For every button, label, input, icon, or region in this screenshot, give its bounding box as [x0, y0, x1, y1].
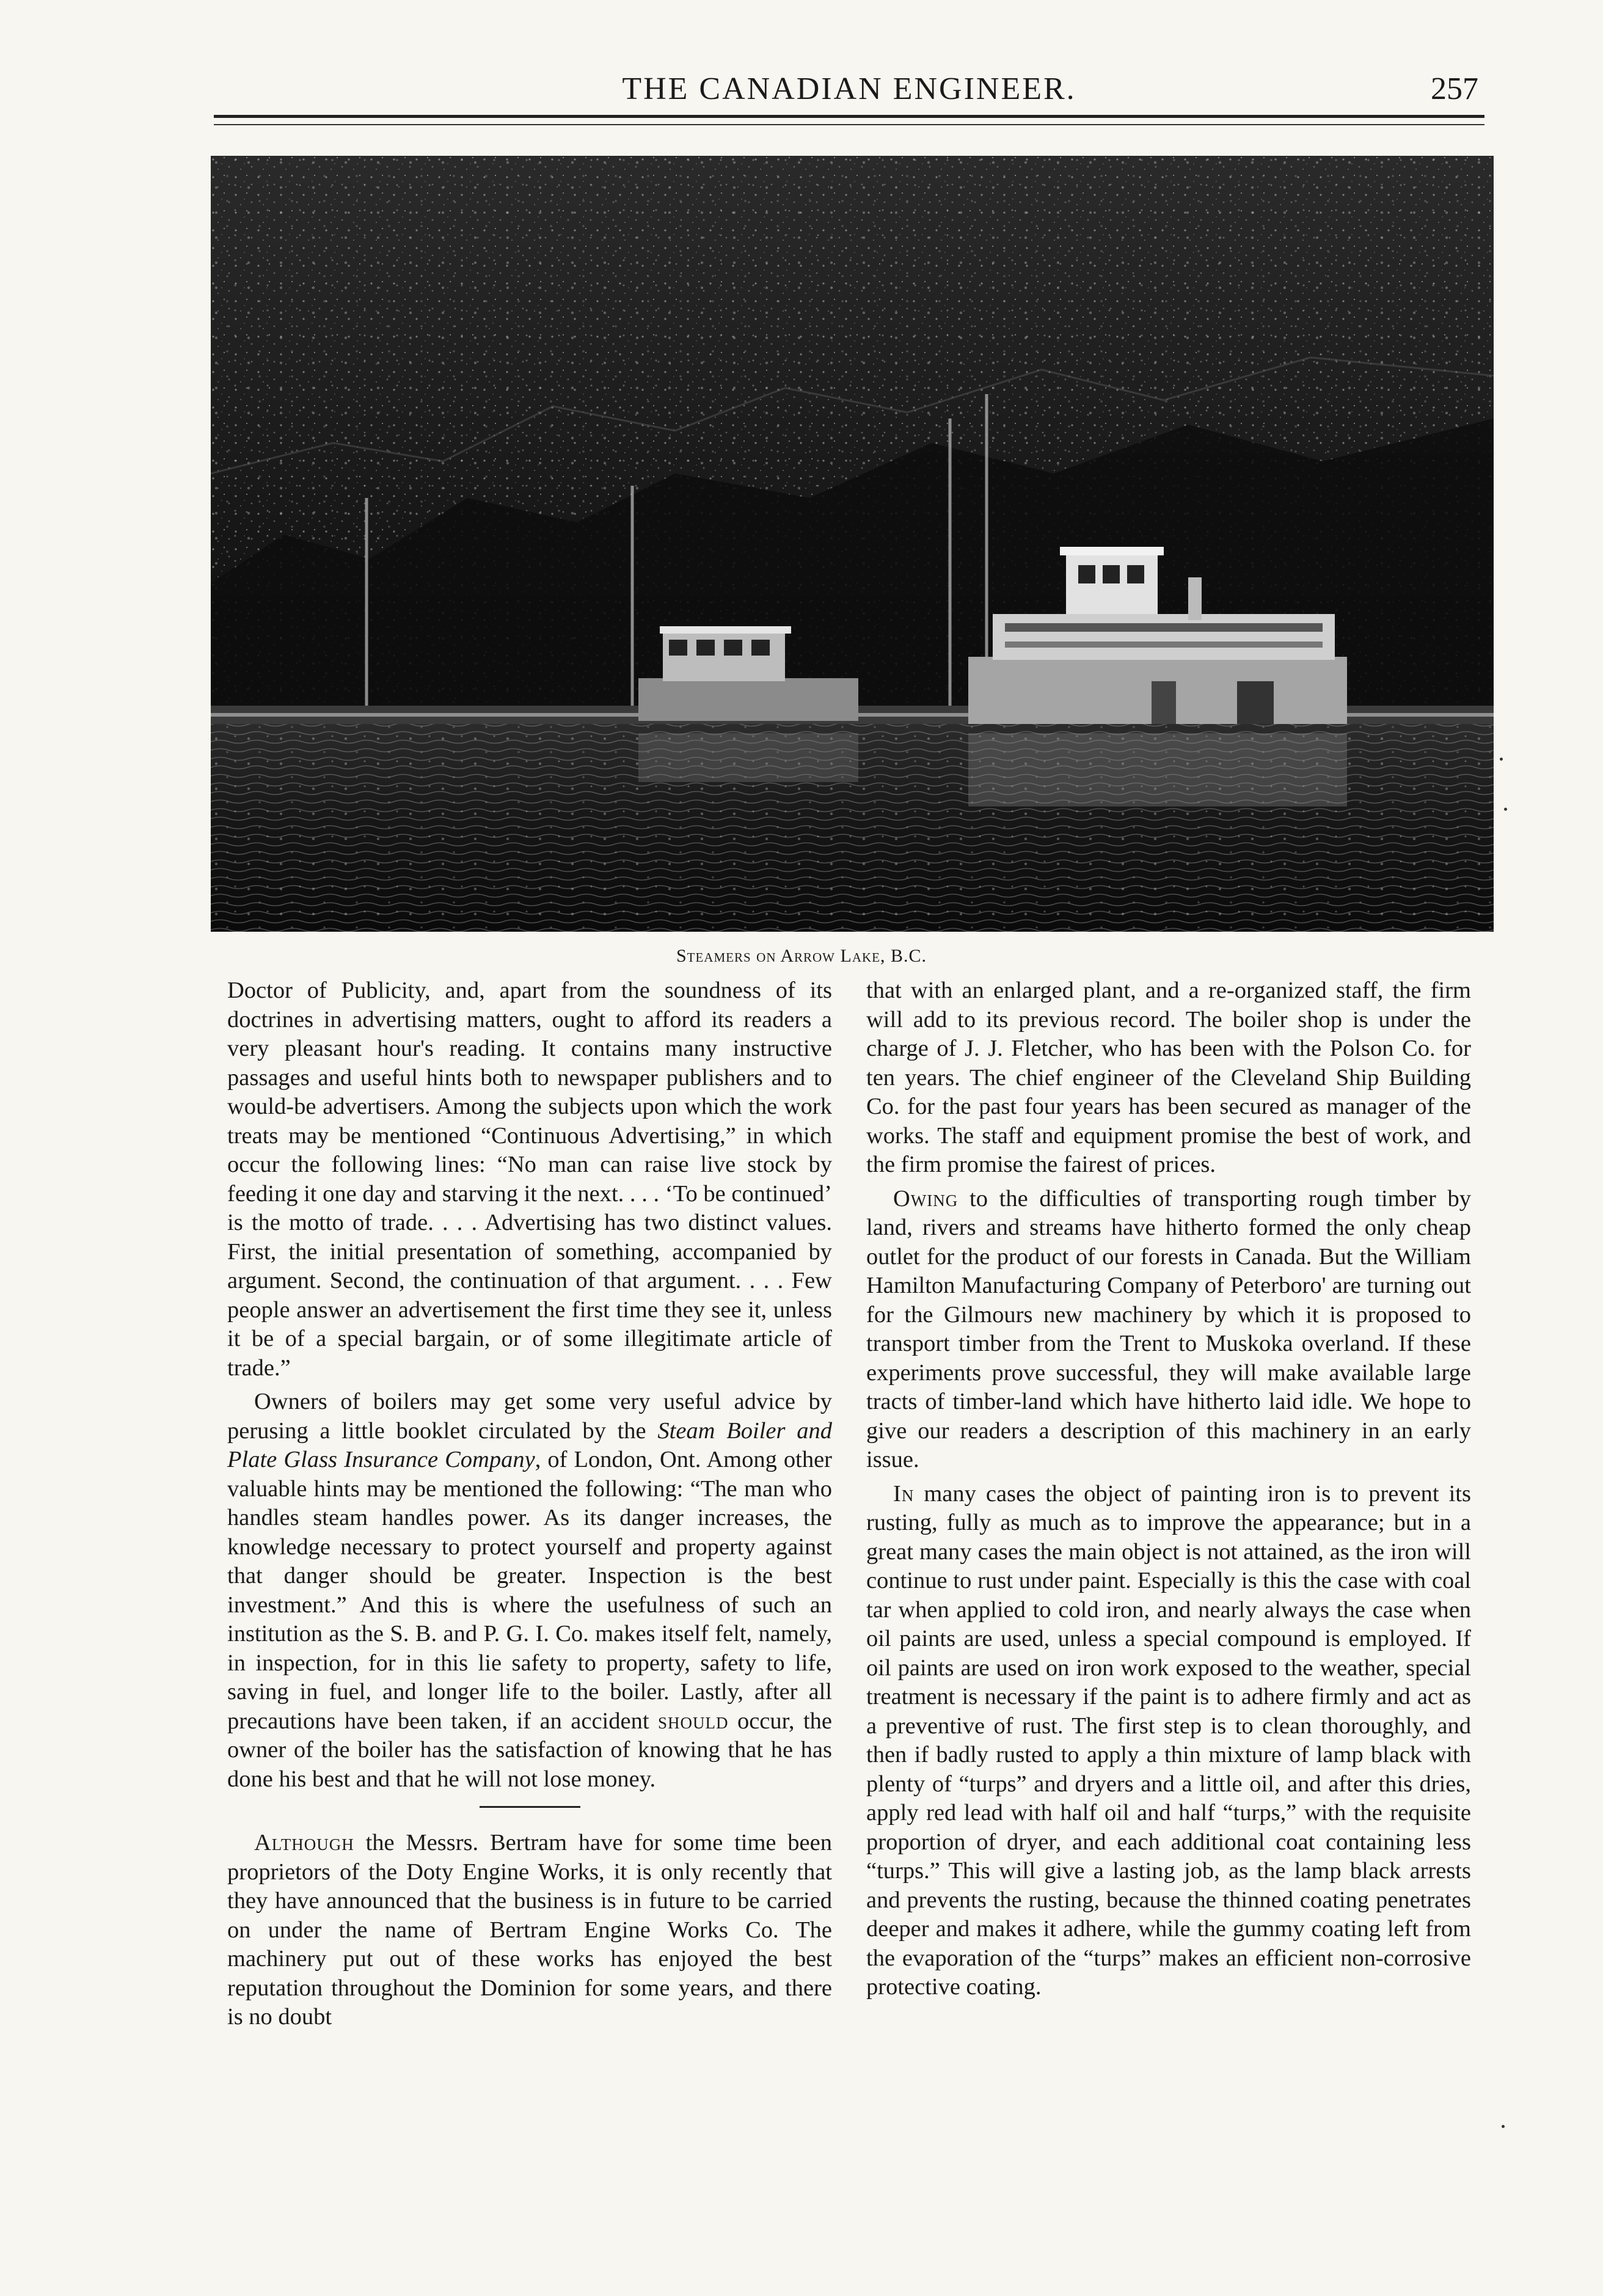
- left-column: [227, 976, 832, 2037]
- boiler-text-a: Owners of boilers may get some very useful advice by perusing a little booklet circulated by the: [227, 1389, 832, 1444]
- header-rule-thick: [214, 115, 1484, 118]
- lead-word-in: In: [893, 1480, 915, 1507]
- paragraph-enlarged-plant: that with an enlarged plant, and a re-organized staff, the firm will add to its previous record. The boiler shop is under the charge of J. J. Fletcher, who has been with the Polson Co. for ten years. The chief engineer of the Cleveland Ship Building Co. for the past four years has been secured as manager of the works. The staff and equipment promise the best of work, and the firm promise the fairest of prices.: [866, 978, 1471, 1177]
- boiler-text-b: , of London, Ont. Among other valuable hints may be mentioned the following: “The man who handles steam handles power. As its danger increases, the knowledge necessary to protect yourself and property against that danger should be greater. Inspection is the best investment.” And this is where the usefulness of such an institution as the S. B. and P. G. I. Co. makes itself felt, namely, in inspection, for in this lie safety to property, safety to life, saving in fuel, and longer life to the boiler. Lastly, after all precautions have been taken, if an accident: [227, 1447, 832, 1734]
- print-speck: [1502, 2125, 1505, 2128]
- paragraph-doctor-of-publicity: Doctor of Publicity, and, apart from the soundness of its doctrines in advertising matters, ought to afford its readers a very pleasant hour's reading. It contains many instructive passages and useful hints both to newspaper publishers and to would-be advertisers. Among the subjects upon which the work treats may be mentioned “Continuous Advertising,” in which occur the following lines: “No man can raise live stock by feeding it one day and starving it the next. . . . ‘To be continued’ is the motto of trade. . . . Advertising has two distinct values. First, the initial presentation of something, accompanied by argument. Second, the continuation of that argument. . . . Few people answer an advertisement the first time they see it, unless it be of a special bargain, or of some illegitimate article of trade.”: [227, 978, 832, 1381]
- section-separator: [480, 1806, 580, 1808]
- steamers-photograph: [211, 156, 1494, 932]
- figure-caption: Steamers on Arrow Lake, B.C.: [676, 946, 927, 966]
- right-column: [866, 976, 1471, 2007]
- paragraph-painting-iron: [866, 1480, 1471, 2002]
- paragraph-timber-transport: [866, 1185, 1471, 1475]
- insurance-company-name: Steam Boiler and Plate Glass Insurance Company: [227, 1417, 832, 1472]
- running-head: [220, 66, 1478, 115]
- print-speck: [1500, 758, 1503, 761]
- lead-word-owing: Owing: [893, 1185, 959, 1212]
- boiler-text-c: occur, the owner of the boiler has the satisfaction of knowing that he has done his best and that he will not lose money.: [227, 1708, 832, 1792]
- timber-text: to the difficulties of transporting rough timber by land, rivers and streams have hitherto formed the only cheap outlet for the product of our forests in Canada. But the William Hamilton Manufacturing Company of Peterboro' are turning out for the Gilmours new machinery by which it is proposed to transport timber from the Trent to Muskoka overland. If these experiments prove successful, they will make available large tracts of timber-land which have hitherto laid idle. We hope to give our readers a description of this machinery in an early issue.: [866, 1185, 1471, 1472]
- page-number: 257: [1431, 71, 1478, 106]
- paragraph-bertram-engine-works: [227, 1829, 832, 2032]
- journal-title: THE CANADIAN ENGINEER.: [622, 71, 1076, 106]
- header-rule-thin: [214, 124, 1484, 125]
- steamers-photo-illustration: [211, 156, 1494, 932]
- painting-text: many cases the object of painting iron is to prevent its rusting, fully as much as to improve the appearance; but in a great many cases the main object is not attained, as the iron will continue to rust under paint. Especially is this the case with coal tar when applied to cold iron, and nearly always the case when oil paints are used, unless a special compound is employed. If oil paints are used on iron work exposed to the weather, special treatment is necessary if the paint is to adhere firmly and act as a preventive of rust. The first step is to clean thoroughly, and then if badly rusted to apply a thin mixture of lamp black with plenty of “turps” and dryers and a little oil, and after this dries, apply red lead with half oil and half “turps,” with the requisite proportion of dryer, and each additional coat containing less “turps.” This will give a lasting job, as the lamp black arrests and prevents the rusting, because the thinned coating penetrates deeper and makes it adhere, while the gummy coating left from the evaporation of the “turps” makes an efficient non-corrosive protective coating.: [866, 1480, 1471, 2000]
- emphasis-should: should: [657, 1708, 729, 1734]
- lead-word-although: Although: [254, 1830, 354, 1855]
- bertram-text: the Messrs. Bertram have for some time been proprietors of the Doty Engine Works, it is only recently that they have announced that the business is in future to be carried on under the name of Bertram Engine Works Co. The machinery put out of these works has enjoyed the best reputation throughout the Dominion for some years, and there is no doubt: [227, 1830, 832, 2030]
- print-speck: [1504, 808, 1507, 811]
- paragraph-boiler-insurance: [227, 1387, 832, 1794]
